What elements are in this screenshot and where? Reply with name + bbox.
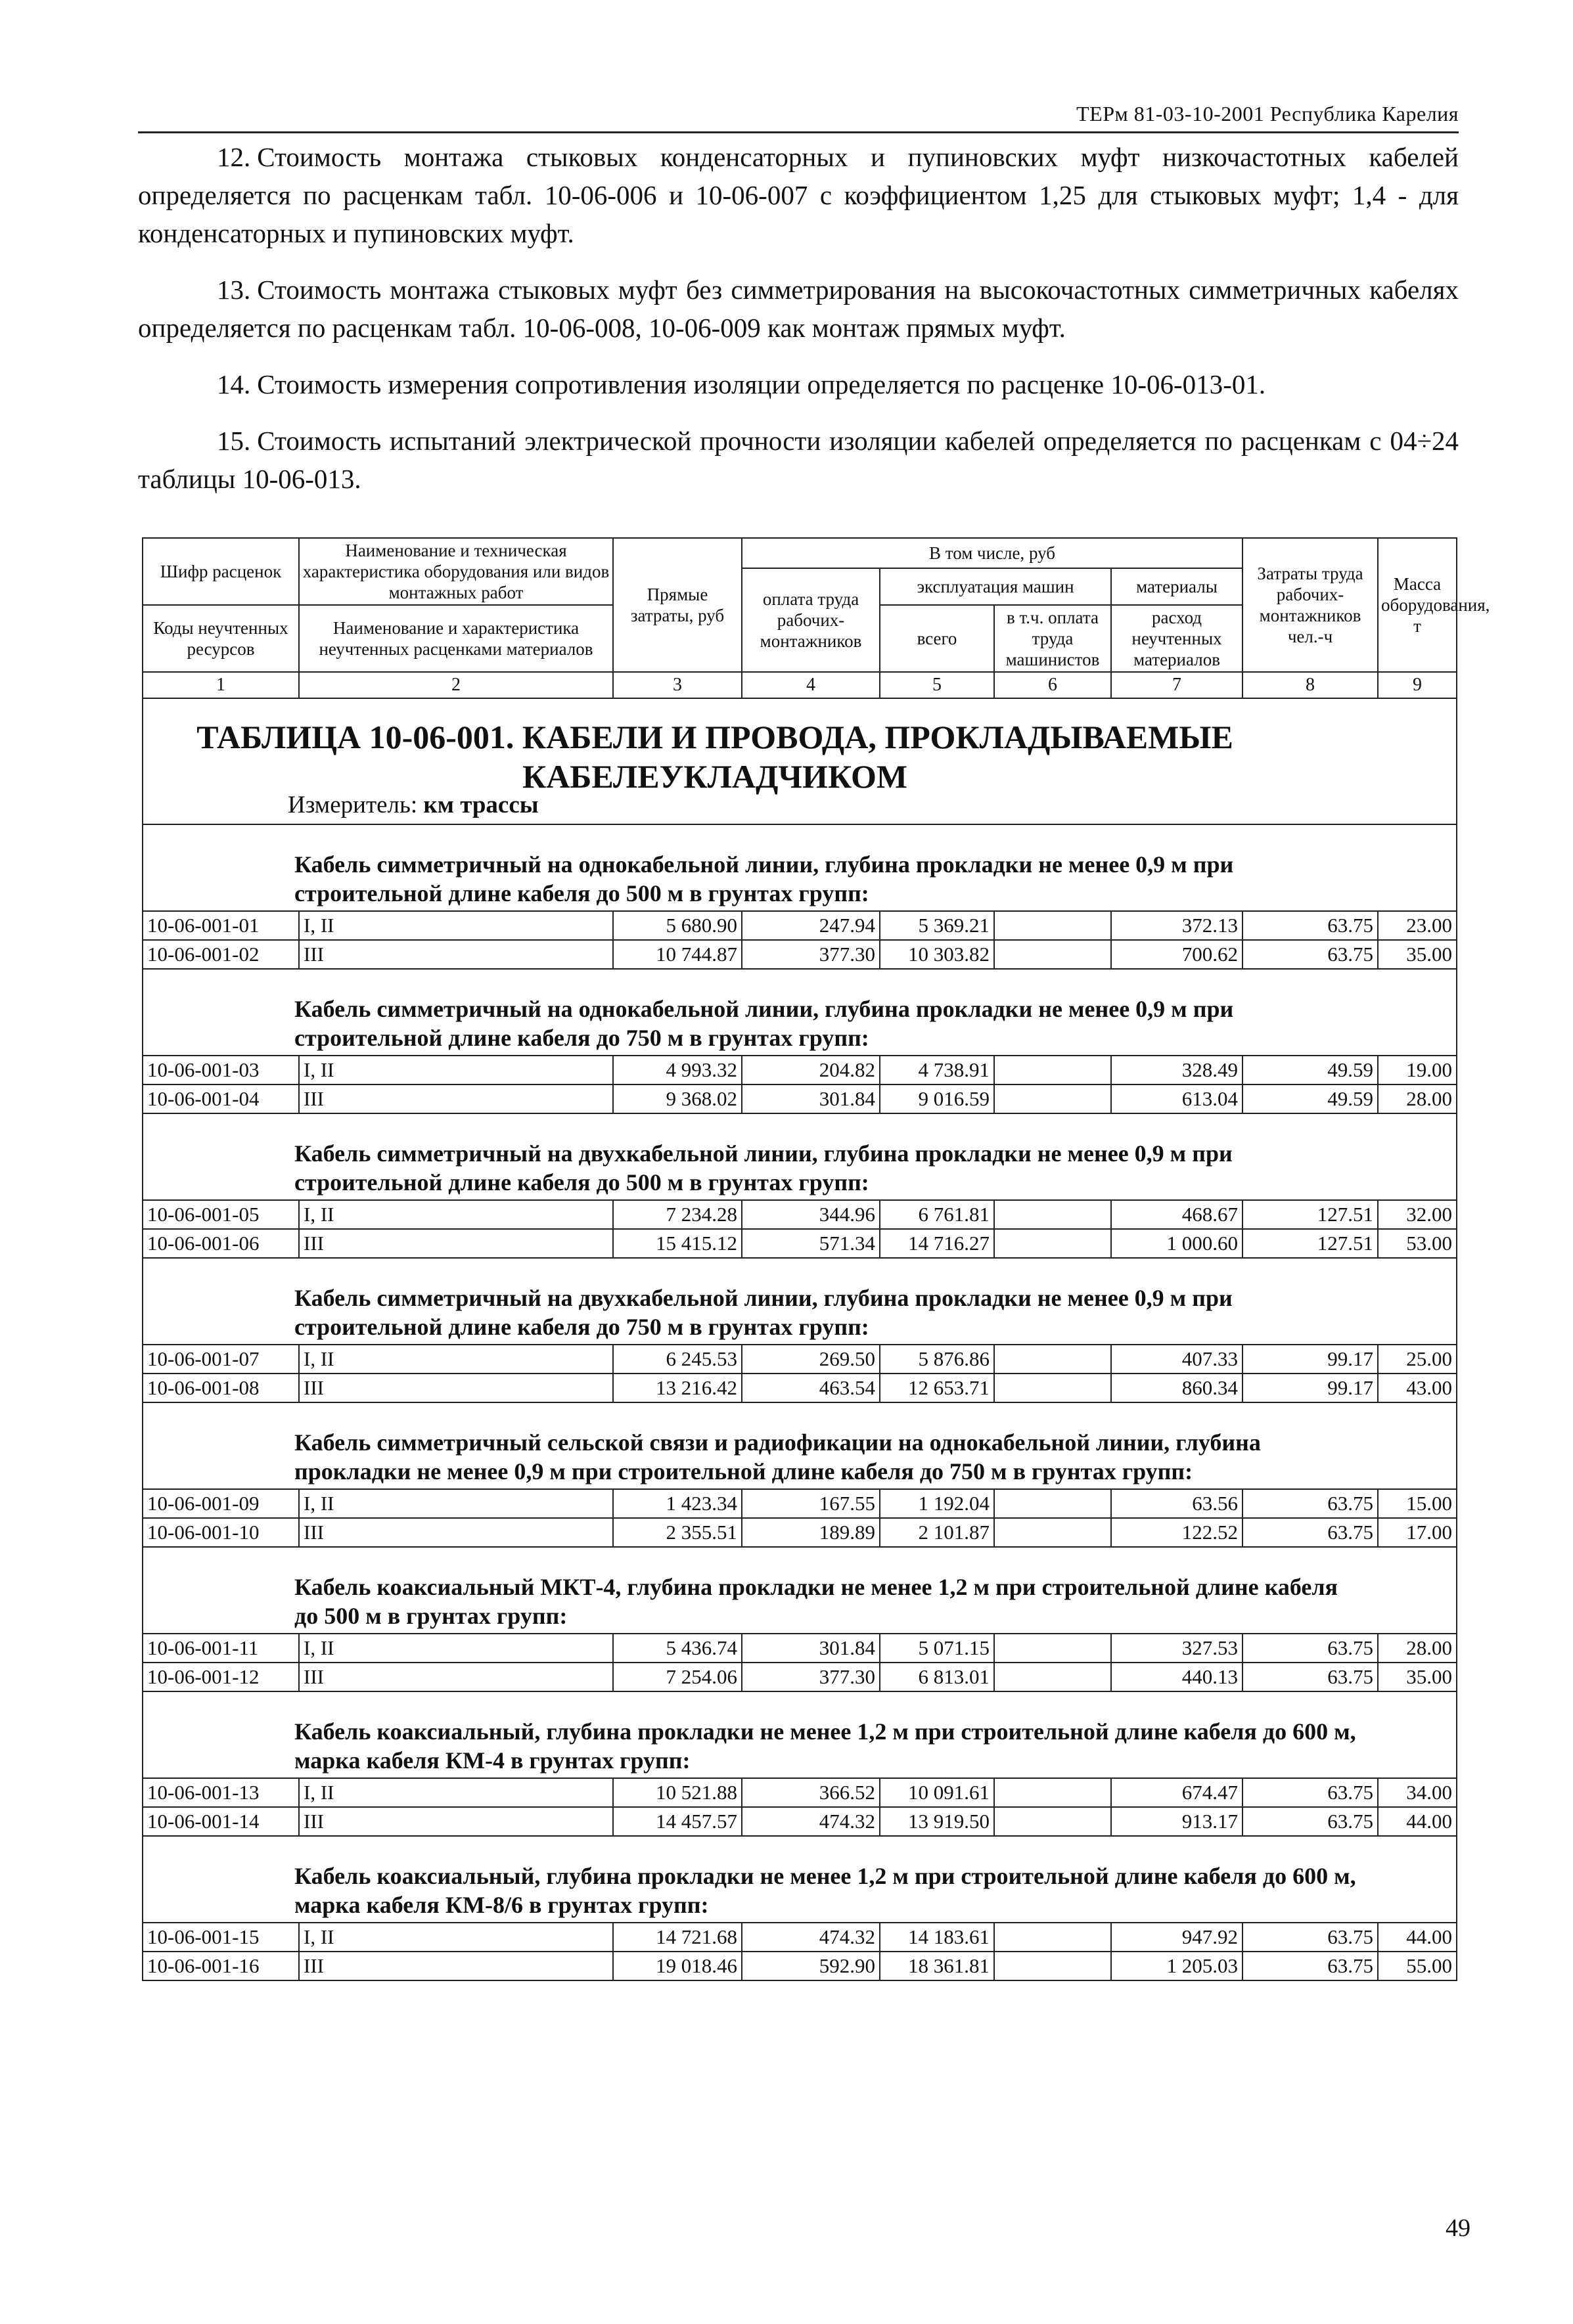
section-title-cell (143, 698, 1457, 824)
mass: 32.00 (1378, 1200, 1457, 1229)
header-materials: материалы (1111, 568, 1242, 605)
group-header-row (143, 1691, 1457, 1778)
machines-pay (994, 1374, 1111, 1402)
group-title: Кабель симметричный сельской связи и радиофикации на однокабельной линии, глубина прокладки не менее 0,9 м при строительной длине кабеля до 750 м в грунтах групп: (294, 1429, 1261, 1485)
paragraph-text: Стоимость испытаний электрической прочности изоляции кабелей определяется по расценкам с 04÷24 таблицы 10-06-013. (138, 426, 1459, 494)
labor-costs: 63.75 (1242, 911, 1378, 940)
work-name: III (299, 1229, 613, 1258)
column-number: 3 (613, 672, 742, 698)
unit-value: км трассы (423, 792, 539, 818)
mass: 23.00 (1378, 911, 1457, 940)
work-name: III (299, 1518, 613, 1547)
rate-code: 10-06-001-09 (143, 1489, 299, 1518)
work-name: I, II (299, 1489, 613, 1518)
labor-pay: 269.50 (742, 1345, 880, 1374)
machines-pay (994, 1084, 1111, 1113)
rate-code: 10-06-001-10 (143, 1518, 299, 1547)
page-number: 49 (1446, 2214, 1470, 2242)
machines-total: 5 071.15 (880, 1634, 994, 1663)
materials: 407.33 (1111, 1345, 1242, 1374)
paragraph-number: 14. (217, 369, 251, 399)
mass: 28.00 (1378, 1634, 1457, 1663)
machines-pay (994, 1952, 1111, 1980)
mass: 44.00 (1378, 1923, 1457, 1952)
header-machines-pay: в т.ч. оплата труда машинистов (994, 605, 1111, 672)
labor-costs: 63.75 (1242, 1952, 1378, 1980)
machines-total: 1 192.04 (880, 1489, 994, 1518)
materials: 860.34 (1111, 1374, 1242, 1402)
group-header-cell (143, 1691, 1457, 1778)
mass: 17.00 (1378, 1518, 1457, 1547)
table-row (143, 911, 1457, 940)
machines-total: 5 369.21 (880, 911, 994, 940)
paragraph-text: Стоимость измерения сопротивления изоляции определяется по расценке 10-06-013-01. (257, 369, 1266, 399)
labor-costs: 99.17 (1242, 1374, 1378, 1402)
direct-costs: 9 368.02 (613, 1084, 742, 1113)
materials: 468.67 (1111, 1200, 1242, 1229)
group-title: Кабель коаксиальный МКТ-4, глубина прокладки не менее 1,2 м при строительной длине кабеля до 500 м в грунтах групп: (294, 1574, 1338, 1629)
header-machines: эксплуатация машин (880, 568, 1111, 605)
labor-costs: 63.75 (1242, 940, 1378, 969)
paragraph-15 (138, 422, 1459, 498)
header-cipher: Шифр расценок (143, 538, 299, 605)
direct-costs: 5 436.74 (613, 1634, 742, 1663)
column-number: 1 (143, 672, 299, 698)
work-name: III (299, 940, 613, 969)
labor-pay: 377.30 (742, 1663, 880, 1691)
machines-total: 5 876.86 (880, 1345, 994, 1374)
labor-pay: 474.32 (742, 1807, 880, 1836)
materials: 63.56 (1111, 1489, 1242, 1518)
labor-pay: 204.82 (742, 1056, 880, 1084)
group-header-row (143, 1836, 1457, 1923)
direct-costs: 6 245.53 (613, 1345, 742, 1374)
rate-code: 10-06-001-04 (143, 1084, 299, 1113)
mass: 28.00 (1378, 1084, 1457, 1113)
labor-pay: 167.55 (742, 1489, 880, 1518)
table-row (143, 1229, 1457, 1258)
header-direct-costs: Прямые затраты, руб (613, 538, 742, 672)
work-name: I, II (299, 1634, 613, 1663)
direct-costs: 14 721.68 (613, 1923, 742, 1952)
column-number: 6 (994, 672, 1111, 698)
direct-costs: 10 521.88 (613, 1778, 742, 1807)
group-header-cell (143, 1547, 1457, 1634)
materials: 328.49 (1111, 1056, 1242, 1084)
mass: 53.00 (1378, 1229, 1457, 1258)
direct-costs: 13 216.42 (613, 1374, 742, 1402)
table-row (143, 1345, 1457, 1374)
paragraph-text: Стоимость монтажа стыковых муфт без симметрирования на высокочастотных симметричных кабелях определяется по расценкам табл. 10-06-008, 10-06-009 как монтаж прямых муфт. (138, 275, 1459, 343)
materials: 674.47 (1111, 1778, 1242, 1807)
machines-pay (994, 1923, 1111, 1952)
labor-costs: 63.75 (1242, 1807, 1378, 1836)
machines-pay (994, 1807, 1111, 1836)
group-header-cell (143, 1836, 1457, 1923)
work-name: III (299, 1952, 613, 1980)
work-name: I, II (299, 1345, 613, 1374)
mass: 35.00 (1378, 1663, 1457, 1691)
column-number: 7 (1111, 672, 1242, 698)
labor-pay: 366.52 (742, 1778, 880, 1807)
table-row (143, 1084, 1457, 1113)
labor-costs: 63.75 (1242, 1923, 1378, 1952)
labor-costs: 63.75 (1242, 1663, 1378, 1691)
header-mass: Масса оборудования, т (1378, 538, 1457, 672)
machines-total: 10 091.61 (880, 1778, 994, 1807)
table-row (143, 1923, 1457, 1952)
labor-pay: 301.84 (742, 1634, 880, 1663)
materials: 440.13 (1111, 1663, 1242, 1691)
rate-code: 10-06-001-16 (143, 1952, 299, 1980)
group-header-row (143, 824, 1457, 911)
rate-code: 10-06-001-15 (143, 1923, 299, 1952)
labor-pay: 571.34 (742, 1229, 880, 1258)
rate-code: 10-06-001-08 (143, 1374, 299, 1402)
materials: 122.52 (1111, 1518, 1242, 1547)
column-number: 9 (1378, 672, 1457, 698)
rate-code: 10-06-001-02 (143, 940, 299, 969)
paragraph-12 (138, 138, 1459, 252)
paragraph-13 (138, 271, 1459, 347)
rates-table (142, 537, 1490, 1981)
direct-costs: 4 993.32 (613, 1056, 742, 1084)
group-header-row (143, 1258, 1457, 1345)
machines-pay (994, 1778, 1111, 1807)
machines-total: 9 016.59 (880, 1084, 994, 1113)
rate-code: 10-06-001-05 (143, 1200, 299, 1229)
group-header-row (143, 1113, 1457, 1200)
table-row (143, 1489, 1457, 1518)
table-row (143, 1634, 1457, 1663)
machines-pay (994, 1345, 1111, 1374)
column-number: 4 (742, 672, 880, 698)
header-codes: Коды неучтенных ресурсов (143, 605, 299, 672)
labor-pay: 344.96 (742, 1200, 880, 1229)
mass: 44.00 (1378, 1807, 1457, 1836)
column-number: 5 (880, 672, 994, 698)
section-title-line: ТАБЛИЦА 10-06-001. КАБЕЛИ И ПРОВОДА, ПРОКЛАДЫВАЕМЫЕ (196, 719, 1233, 755)
paragraph-number: 15. (217, 426, 251, 456)
machines-total: 12 653.71 (880, 1374, 994, 1402)
page-header (138, 97, 1459, 133)
work-name: I, II (299, 1778, 613, 1807)
group-title: Кабель симметричный на однокабельной линии, глубина прокладки не менее 0,9 м при строительной длине кабеля до 500 м в грунтах групп: (294, 851, 1234, 906)
table-row (143, 1056, 1457, 1084)
header-labor-costs: Затраты труда рабочих-монтажников чел.-ч (1242, 538, 1378, 672)
table-row (143, 1807, 1457, 1836)
machines-total: 14 716.27 (880, 1229, 994, 1258)
materials: 700.62 (1111, 940, 1242, 969)
group-header-cell (143, 1258, 1457, 1345)
column-numbers-row (143, 672, 1457, 698)
column-number: 2 (299, 672, 613, 698)
group-title: Кабель симметричный на двухкабельной линии, глубина прокладки не менее 0,9 м при строительной длине кабеля до 750 м в грунтах групп: (294, 1285, 1233, 1340)
table-row (143, 1374, 1457, 1402)
group-title: Кабель симметричный на однокабельной линии, глубина прокладки не менее 0,9 м при строительной длине кабеля до 750 м в грунтах групп: (294, 996, 1234, 1051)
paragraph-text: Стоимость монтажа стыковых конденсаторных и пупиновских муфт низкочастотных кабелей определяется по расценкам табл. 10-06-006 и 10-06-007 с коэффициентом 1,25 для стыковых муфт; 1,4 - для конденсаторных и пупиновских муфт. (138, 142, 1459, 248)
direct-costs: 7 254.06 (613, 1663, 742, 1691)
labor-costs: 49.59 (1242, 1084, 1378, 1113)
machines-pay (994, 940, 1111, 969)
rate-code: 10-06-001-06 (143, 1229, 299, 1258)
machines-total: 10 303.82 (880, 940, 994, 969)
rate-code: 10-06-001-13 (143, 1778, 299, 1807)
rate-code: 10-06-001-03 (143, 1056, 299, 1084)
header-name: Наименование и техническая характеристика оборудования или видов монтажных работ (299, 538, 613, 605)
work-name: I, II (299, 911, 613, 940)
rate-code: 10-06-001-12 (143, 1663, 299, 1691)
group-header-cell (143, 824, 1457, 911)
section-header-row (143, 698, 1457, 824)
mass: 35.00 (1378, 940, 1457, 969)
work-name: I, II (299, 1923, 613, 1952)
work-name: III (299, 1807, 613, 1836)
header-including: В том числе, руб (742, 538, 1242, 568)
materials: 613.04 (1111, 1084, 1242, 1113)
table-row (143, 1518, 1457, 1547)
labor-costs: 63.75 (1242, 1634, 1378, 1663)
machines-pay (994, 1489, 1111, 1518)
work-name: I, II (299, 1056, 613, 1084)
group-header-cell (143, 1113, 1457, 1200)
labor-costs: 99.17 (1242, 1345, 1378, 1374)
group-title: Кабель симметричный на двухкабельной линии, глубина прокладки не менее 0,9 м при строительной длине кабеля до 500 м в грунтах групп: (294, 1140, 1233, 1196)
header-labor-pay: оплата труда рабочих-монтажников (742, 568, 880, 672)
machines-total: 6 761.81 (880, 1200, 994, 1229)
machines-pay (994, 1518, 1111, 1547)
work-name: I, II (299, 1200, 613, 1229)
materials: 913.17 (1111, 1807, 1242, 1836)
machines-pay (994, 1056, 1111, 1084)
column-number: 8 (1242, 672, 1378, 698)
group-header-cell (143, 1402, 1457, 1489)
section-title-line: КАБЕЛЕУКЛАДЧИКОМ (522, 758, 908, 795)
group-header-cell (143, 969, 1457, 1056)
group-title: Кабель коаксиальный, глубина прокладки не менее 1,2 м при строительной длине кабеля до 600 м, марка кабеля КМ-4 в грунтах групп: (294, 1718, 1356, 1774)
materials: 327.53 (1111, 1634, 1242, 1663)
direct-costs: 10 744.87 (613, 940, 742, 969)
materials: 947.92 (1111, 1923, 1242, 1952)
machines-total: 14 183.61 (880, 1923, 994, 1952)
machines-pay (994, 1229, 1111, 1258)
materials: 1 000.60 (1111, 1229, 1242, 1258)
group-header-row (143, 1402, 1457, 1489)
materials: 372.13 (1111, 911, 1242, 940)
table-row (143, 1778, 1457, 1807)
section-title (163, 717, 1267, 796)
machines-pay (994, 1634, 1111, 1663)
labor-costs: 127.51 (1242, 1229, 1378, 1258)
materials: 1 205.03 (1111, 1952, 1242, 1980)
machines-total: 13 919.50 (880, 1807, 994, 1836)
labor-costs: 63.75 (1242, 1489, 1378, 1518)
mass: 15.00 (1378, 1489, 1457, 1518)
labor-costs: 127.51 (1242, 1200, 1378, 1229)
direct-costs: 2 355.51 (613, 1518, 742, 1547)
table-row (143, 1663, 1457, 1691)
labor-pay: 377.30 (742, 940, 880, 969)
group-header-row (143, 1547, 1457, 1634)
labor-pay: 247.94 (742, 911, 880, 940)
labor-costs: 63.75 (1242, 1778, 1378, 1807)
header-machines-total: всего (880, 605, 994, 672)
direct-costs: 15 415.12 (613, 1229, 742, 1258)
rate-code: 10-06-001-07 (143, 1345, 299, 1374)
direct-costs: 14 457.57 (613, 1807, 742, 1836)
machines-pay (994, 911, 1111, 940)
mass: 43.00 (1378, 1374, 1457, 1402)
mass: 25.00 (1378, 1345, 1457, 1374)
work-name: III (299, 1084, 613, 1113)
unit-label: Измеритель: (288, 792, 418, 818)
header-materials-unaccounted: расход неучтенных материалов (1111, 605, 1242, 672)
machines-pay (994, 1200, 1111, 1229)
machines-pay (994, 1663, 1111, 1691)
labor-pay: 189.89 (742, 1518, 880, 1547)
mass: 34.00 (1378, 1778, 1457, 1807)
document-code: ТЕРм 81-03-10-2001 Республика Карелия (1076, 102, 1459, 125)
direct-costs: 5 680.90 (613, 911, 742, 940)
labor-pay: 592.90 (742, 1952, 880, 1980)
paragraph-number: 13. (217, 275, 251, 305)
machines-total: 6 813.01 (880, 1663, 994, 1691)
paragraphs (138, 138, 1459, 516)
group-header-row (143, 969, 1457, 1056)
group-title: Кабель коаксиальный, глубина прокладки не менее 1,2 м при строительной длине кабеля до 600 м, марка кабеля КМ-8/6 в грунтах групп: (294, 1863, 1356, 1918)
paragraph-14 (138, 365, 1459, 403)
table-row (143, 940, 1457, 969)
labor-pay: 474.32 (742, 1923, 880, 1952)
machines-total: 4 738.91 (880, 1056, 994, 1084)
direct-costs: 7 234.28 (613, 1200, 742, 1229)
machines-total: 2 101.87 (880, 1518, 994, 1547)
measurement-unit (288, 791, 539, 819)
labor-pay: 301.84 (742, 1084, 880, 1113)
labor-costs: 49.59 (1242, 1056, 1378, 1084)
mass: 19.00 (1378, 1056, 1457, 1084)
header-materials-name: Наименование и характеристика неучтенных расценками материалов (299, 605, 613, 672)
mass: 55.00 (1378, 1952, 1457, 1980)
direct-costs: 19 018.46 (613, 1952, 742, 1980)
table-row (143, 1200, 1457, 1229)
rate-code: 10-06-001-11 (143, 1634, 299, 1663)
labor-costs: 63.75 (1242, 1518, 1378, 1547)
work-name: III (299, 1663, 613, 1691)
rate-code: 10-06-001-14 (143, 1807, 299, 1836)
work-name: III (299, 1374, 613, 1402)
paragraph-number: 12. (217, 142, 251, 172)
table-row (143, 1952, 1457, 1980)
labor-pay: 463.54 (742, 1374, 880, 1402)
rate-code: 10-06-001-01 (143, 911, 299, 940)
direct-costs: 1 423.34 (613, 1489, 742, 1518)
machines-total: 18 361.81 (880, 1952, 994, 1980)
